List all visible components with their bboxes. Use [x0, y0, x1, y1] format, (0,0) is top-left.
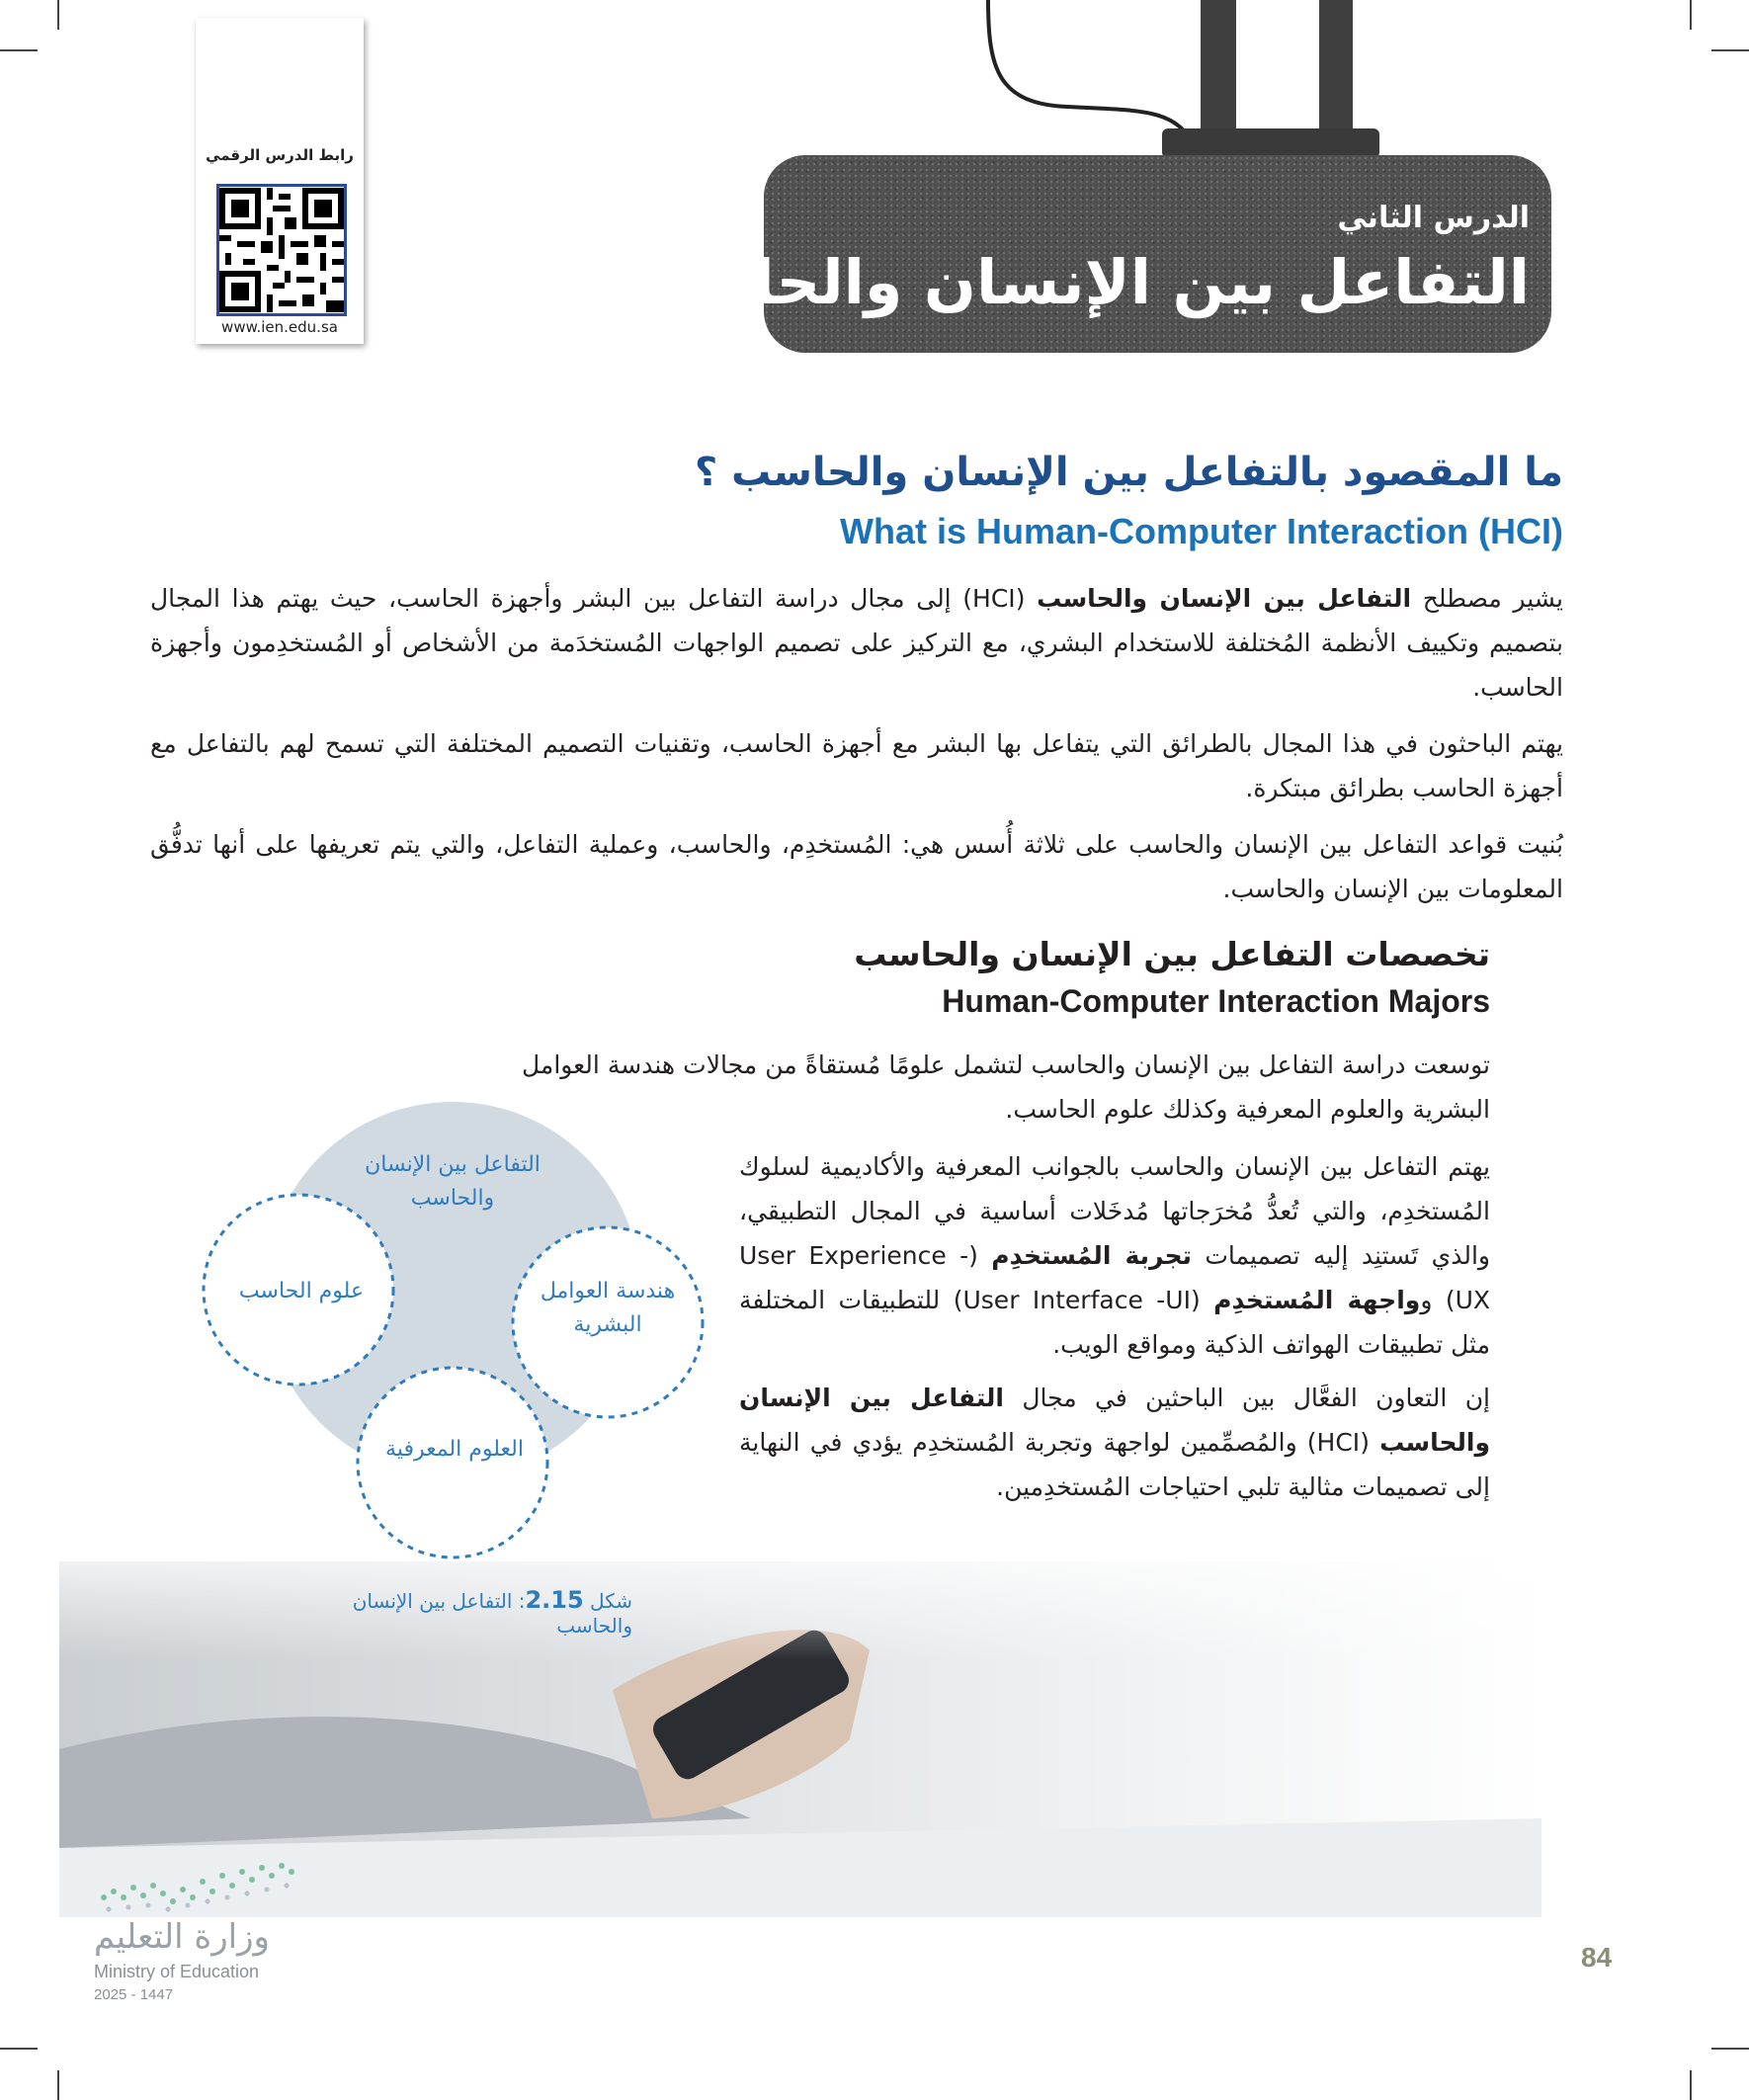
- paragraph-text: (HCI) إلى مجال دراسة التفاعل بين البشر وأجهزة الحاسب، حيث يهتم هذا المجال بتصميم وتكييف الأنظمة المُختلفة للاستخدام البشري، مع التركيز على تصميم الواجهات المُستخدَمة من الأشخاص أو المُستخدِمون وأجهزة الحاسب.: [150, 584, 1563, 702]
- paragraph-text: يهتم التفاعل بين الإنسان والحاسب بالجوانب المعرفية والأكاديمية لسلوك المُستخدِم، والتي تُعدُّ مُخرَجاتها مُدخَلات أساسية في المجال التطبيقي، والذي تَستنِد إليه تصميمات: [739, 1152, 1490, 1270]
- caption-text: : التفاعل بين الإنسان والحاسب: [352, 1589, 632, 1638]
- qr-title: رابط الدرس الرقمي: [206, 146, 354, 164]
- venn-label-bottom: العلوم المعرفية: [385, 1437, 524, 1462]
- ministry-name-en: Ministry of Education: [94, 1962, 260, 1981]
- crop-mark: [0, 2048, 38, 2050]
- paragraph: يهتم الباحثون في هذا المجال بالطرائق التي يتفاعل بها البشر مع أجهزة الحاسب، وتقنيات التصميم المختلفة التي تسمح لهم بالتفاعل مع أجهزة الحاسب بطرائق مبتكرة.: [150, 729, 1563, 802]
- paragraph-text: إن التعاون الفعَّال بين الباحثين في مجال: [1004, 1384, 1490, 1412]
- section-title-en: What is Human-Computer Interaction (HCI): [839, 511, 1563, 551]
- venn-label-right: هندسة العوامل البشرية: [540, 1279, 676, 1337]
- crop-mark: [0, 49, 38, 51]
- figure-caption: [277, 1586, 632, 1638]
- paragraph-text: يشير مصطلح: [1411, 584, 1564, 613]
- qr-code-card[interactable]: [196, 18, 364, 344]
- caption-prefix: شكل: [583, 1589, 632, 1613]
- paragraph-text: (HCI) والمُصمِّمين لواجهة وتجربة المُستخدِم يؤدي في النهاية إلى تصميمات مثالية تلبي احتياجات المُستخدِمين.: [739, 1428, 1490, 1501]
- paragraph-text: (User Interface -UI) للتطبيقات المختلفة مثل تطبيقات الهواتف الذكية ومواقع الويب.: [739, 1286, 1490, 1359]
- caption-number: 2.15: [525, 1586, 584, 1614]
- subsection-title-ar: تخصصات التفاعل بين الإنسان والحاسب: [854, 935, 1490, 973]
- term-hci: التفاعل بين الإنسان والحاسب: [739, 1384, 1491, 1457]
- edition-year: 2025 - 1447: [94, 1986, 174, 2003]
- cable-illustration: [929, 0, 1482, 168]
- crop-mark: [1690, 0, 1692, 30]
- crop-mark: [1690, 2070, 1692, 2100]
- qr-url: www.ien.edu.sa: [221, 318, 338, 336]
- paragraph: [739, 1376, 1490, 1509]
- crop-mark: [57, 0, 59, 30]
- lesson-number: الدرس الثاني: [1337, 201, 1530, 235]
- venn-label-left: علوم الحاسب: [238, 1279, 365, 1303]
- paragraph: توسعت دراسة التفاعل بين الإنسان والحاسب لتشمل علومًا مُستقاةً من مجالات هندسة العوامل البشرية والعلوم المعرفية وكذلك علوم الحاسب.: [522, 1050, 1490, 1124]
- venn-label-center: التفاعل بين الإنسان والحاسب: [365, 1152, 541, 1211]
- term-ui: واجهة المُستخدِم: [1213, 1286, 1421, 1314]
- crop-mark: [1711, 2048, 1749, 2050]
- term-hci: التفاعل بين الإنسان والحاسب: [1037, 584, 1412, 613]
- page-number: 84: [1581, 1942, 1613, 1973]
- ministry-name-ar: وزارة التعليم: [94, 1917, 270, 1957]
- paragraph: [739, 1144, 1490, 1367]
- lesson-header: [627, 155, 1551, 353]
- paragraph-text: (User Experience -UX) و: [739, 1241, 1491, 1314]
- crop-mark: [1711, 49, 1749, 51]
- lesson-title: التفاعل بين الإنسان والحاسب: [627, 246, 1530, 318]
- section-title-ar: ما المقصود بالتفاعل بين الإنسان والحاسب ؟: [695, 450, 1563, 495]
- subsection-title-en: Human-Computer Interaction Majors: [942, 983, 1490, 1019]
- term-ux: تجربة المُستخدِم: [991, 1241, 1193, 1270]
- qr-code-icon[interactable]: [216, 184, 347, 316]
- crop-mark: [57, 2070, 59, 2100]
- paragraph: بُنيت قواعد التفاعل بين الإنسان والحاسب على ثلاثة أُسس هي: المُستخدِم، والحاسب، وعملية التفاعل، والتي يتم تعريفها على أنها تدفُّق المعلومات بين الإنسان والحاسب.: [150, 830, 1563, 903]
- paragraph: [150, 576, 1563, 710]
